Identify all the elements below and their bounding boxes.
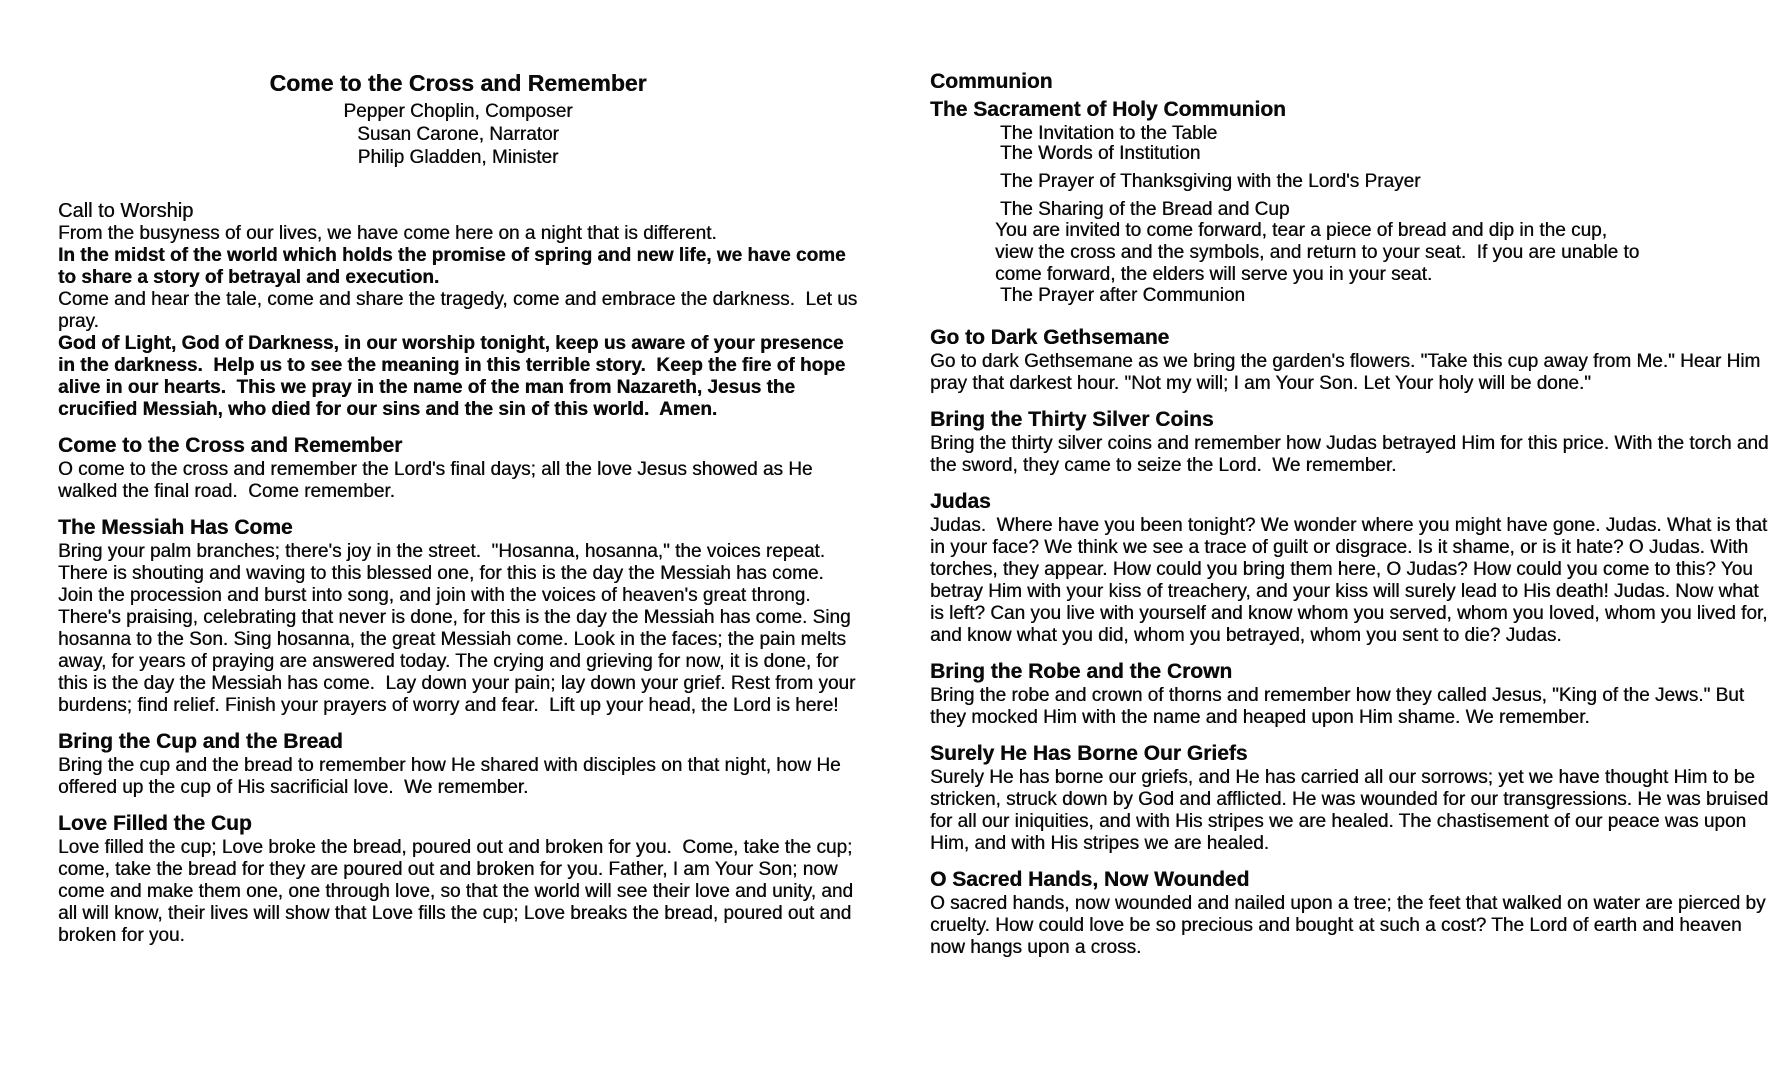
- section-heading: O Sacred Hands, Now Wounded: [930, 868, 1250, 891]
- left-column: [58, 70, 863, 947]
- song-section: [58, 730, 858, 799]
- credits-list: [58, 100, 858, 169]
- section-heading: Love Filled the Cup: [58, 812, 252, 835]
- call-to-worship-section: [58, 199, 863, 421]
- section-body: O come to the cross and remember the Lord's final days; all the love Jesus showed as He walked the final road. Come remember.: [58, 459, 818, 502]
- call-to-worship-paragraph: In the midst of the world which holds the promise of spring and new life, we have come to share a story of betrayal and execution.: [58, 245, 851, 288]
- song-section: [930, 408, 1775, 477]
- song-section: [58, 434, 858, 503]
- title-block: [58, 70, 858, 169]
- liturgy-item: The Words of Institution: [1000, 143, 1201, 164]
- section-body: Go to dark Gethsemane as we bring the garden's flowers. "Take this cup away from Me." Hear Him pray that darkest hour. "Not my will; I am Your Son. Let Your holy will be done.": [930, 351, 1766, 394]
- section-heading: Bring the Thirty Silver Coins: [930, 408, 1214, 431]
- section-body: Judas. Where have you been tonight? We wonder where you might have gone. Judas. What is that in your face? We think we see a trace of guilt or disgrace. Is it shame, or is it hate? O Judas. With torches, they appear. How could you bring them here, O Judas? How could you come to this? You betray Him with your kiss of treachery, and your kiss will surely lead to His death! Judas. Now what is left? Can you live with yourself and know whom you served, whom you loved, whom you lived for, and know what you did, whom you betrayed, whom you sent to die? Judas.: [930, 515, 1773, 646]
- section-heading: Surely He Has Borne Our Griefs: [930, 742, 1248, 765]
- sacrament-heading: The Sacrament of Holy Communion: [930, 98, 1286, 121]
- communion-heading: Communion: [930, 70, 1053, 93]
- song-section: [930, 490, 1775, 647]
- section-heading: Judas: [930, 490, 991, 513]
- credit-line: Philip Gladden, Minister: [357, 147, 559, 168]
- right-column: [930, 70, 1775, 959]
- section-body: O sacred hands, now wounded and nailed upon a tree; the feet that walked on water are pierced by cruelty. How could love be so precious and bought at such a cost? The Lord of earth and heaven now hangs upon a cross.: [930, 893, 1771, 958]
- section-body: Bring your palm branches; there's joy in the street. "Hosanna, hosanna," the voices repeat. There is shouting and waving to this blessed one, for this is the day the Messiah has come. Join the procession and burst into song, and join with the voices of heaven's great throng. There's praising, celebrating that never is done, for this is the day the Messiah has come. Sing hosanna to the Son. Sing hosanna, the great Messiah come. Look in the faces; the pain melts away, for years of praying are answered today. The crying and grieving for now, it is done, for this is the day the Messiah has come. Lay down your pain; lay down your grief. Rest from your burdens; find relief. Finish your prayers of worry and fear. Lift up your head, the Lord is here!: [58, 541, 861, 716]
- left-sections: [58, 434, 861, 947]
- song-section: [930, 742, 1775, 855]
- page-title: Come to the Cross and Remember: [269, 70, 647, 96]
- section-body: Bring the robe and crown of thorns and remember how they called Jesus, "King of the Jews." But they mocked Him with the name and heaped upon Him shame. We remember.: [930, 685, 1750, 728]
- call-to-worship-paragraph: Come and hear the tale, come and share the tragedy, come and embrace the darkness. Let us pray.: [58, 289, 863, 332]
- section-body: Love filled the cup; Love broke the bread, poured out and broken for you. Come, take the cup; come, take the bread for they are poured out and broken for you. Father, I am Your Son; now come and make them one, one through love, so that the world will see their love and unity, and all will know, their lives will show that Love fills the cup; Love breaks the bread, poured out and broken for you.: [58, 837, 859, 946]
- credit-line: Susan Carone, Narrator: [357, 124, 559, 145]
- section-body: Bring the thirty silver coins and remember how Judas betrayed Him for this price. With the torch and the sword, they came to seize the Lord. We remember.: [930, 433, 1774, 476]
- section-body: Bring the cup and the bread to remember how He shared with disciples on that night, how He offered up the cup of His sacrificial love. We remember.: [58, 755, 846, 798]
- sacrament-section: [930, 98, 1775, 306]
- song-section: [930, 868, 1775, 959]
- section-heading: The Messiah Has Come: [58, 516, 293, 539]
- call-to-worship-heading: Call to Worship: [58, 200, 194, 222]
- liturgy-list: [930, 124, 1775, 306]
- call-to-worship-paragraph: God of Light, God of Darkness, in our worship tonight, keep us aware of your presence in the darkness. Help us to see the meaning in this terrible story. Keep the fire of hope alive in our hearts. This we pray in the name of the man from Nazareth, Jesus the crucified Messiah, who died for our sins and the sin of this world. Amen.: [58, 333, 851, 420]
- call-to-worship-paragraph: From the busyness of our lives, we have come here on a night that is different.: [58, 223, 717, 244]
- call-to-worship-body: [58, 223, 863, 421]
- liturgy-item: The Sharing of the Bread and Cup: [1000, 199, 1290, 220]
- section-heading: Bring the Robe and the Crown: [930, 660, 1233, 683]
- section-heading: Go to Dark Gethsemane: [930, 326, 1170, 349]
- liturgy-item: The Invitation to the Table: [1000, 123, 1218, 144]
- liturgy-item: The Prayer after Communion: [1000, 285, 1245, 306]
- liturgy-note: You are invited to come forward, tear a piece of bread and dip in the cup, view the cross and the symbols, and return to your seat. If you are unable to come forward, the elders will serve you in your seat.: [995, 220, 1645, 285]
- song-section: [930, 326, 1775, 395]
- section-body: Surely He has borne our griefs, and He has carried all our sorrows; yet we have thought Him to be stricken, struck down by God and afflicted. He was wounded for our transgressions. He was bruised for all our iniquities, and with His stripes we are healed. The chastisement of our peace was upon Him, and with His stripes we are healed.: [930, 767, 1774, 854]
- credit-line: Pepper Choplin, Composer: [343, 101, 573, 122]
- song-section: [58, 812, 858, 947]
- liturgy-item: The Prayer of Thanksgiving with the Lord's Prayer: [1000, 171, 1421, 192]
- song-section: [930, 660, 1775, 729]
- song-section: [58, 516, 861, 717]
- section-heading: Come to the Cross and Remember: [58, 434, 403, 457]
- right-sections: [930, 326, 1775, 959]
- section-heading: Bring the Cup and the Bread: [58, 730, 343, 753]
